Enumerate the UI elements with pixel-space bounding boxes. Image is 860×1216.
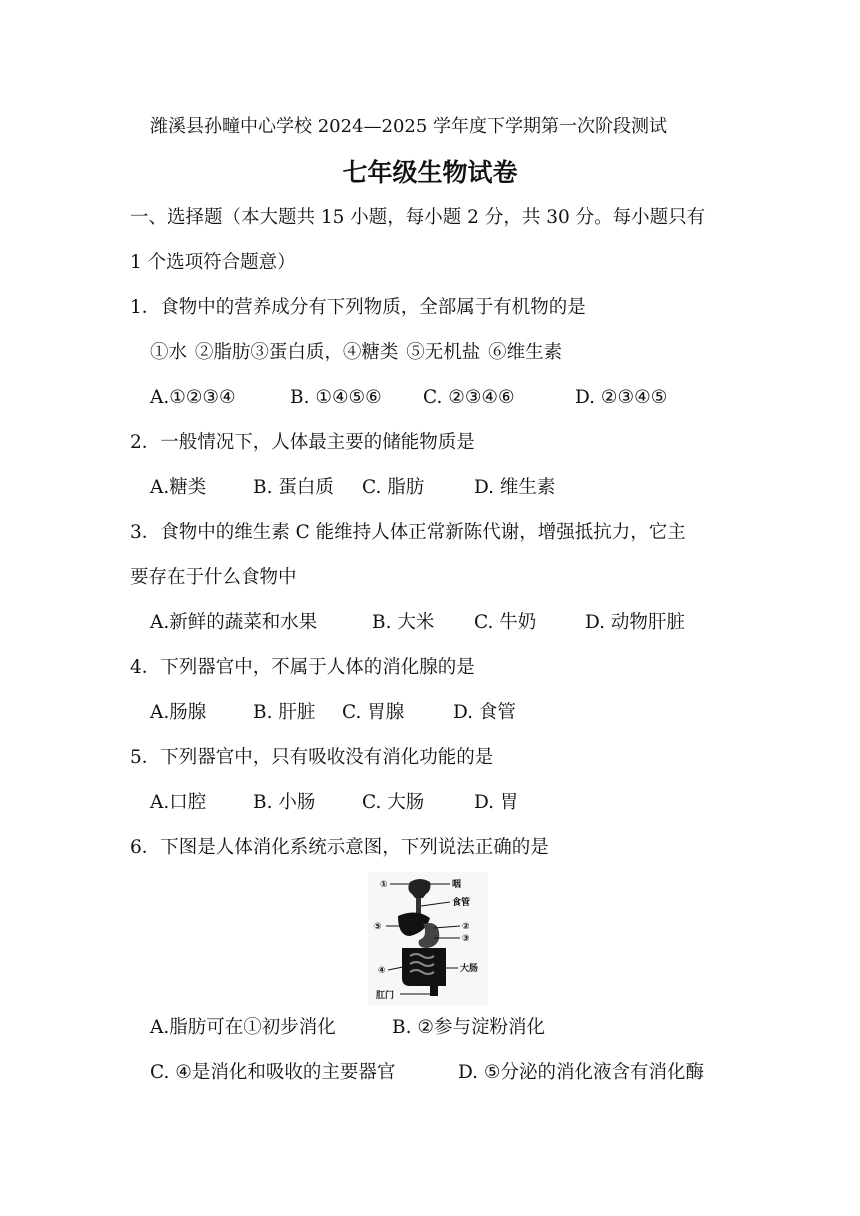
question-1-option-a: A.①②③④ bbox=[150, 387, 236, 408]
question-1-substances: ①水 ②脂肪③蛋白质，④糖类 ⑤无机盐 ⑥维生素 bbox=[150, 342, 563, 363]
question-2-option-a: A.糖类 bbox=[150, 477, 207, 498]
question-2-option-c: C. 脂肪 bbox=[362, 477, 425, 498]
question-5-option-c: C. 大肠 bbox=[362, 792, 425, 813]
question-6-stem: 6．下图是人体消化系统示意图，下列说法正确的是 bbox=[130, 837, 549, 858]
figure-label-5: ⑤ bbox=[374, 922, 382, 932]
question-1-option-b: B. ①④⑤⑥ bbox=[290, 387, 382, 408]
question-2-stem: 2．一般情况下，人体最主要的储能物质是 bbox=[130, 432, 475, 453]
figure-label-4: ④ bbox=[378, 966, 386, 976]
figure-label-1: ① bbox=[380, 880, 388, 890]
question-4-option-d: D. 食管 bbox=[453, 702, 516, 723]
question-3-option-c: C. 牛奶 bbox=[474, 612, 537, 633]
question-1-stem: 1．食物中的营养成分有下列物质，全部属于有机物的是 bbox=[130, 297, 586, 318]
figure-label-pharynx: 咽 bbox=[452, 880, 462, 890]
question-1-option-c: C. ②③④⑥ bbox=[423, 387, 515, 408]
question-3-stem-line-2: 要存在于什么食物中 bbox=[130, 567, 297, 588]
question-5-option-d: D. 胃 bbox=[474, 792, 519, 813]
question-4-option-b: B. 肝脏 bbox=[253, 702, 316, 723]
question-3-option-b: B. 大米 bbox=[372, 612, 435, 633]
page-title: 七年级生物试卷 bbox=[342, 158, 518, 187]
question-4-option-c: C. 胃腺 bbox=[342, 702, 405, 723]
digestive-system-diagram bbox=[368, 872, 488, 1006]
question-3-stem-line-1: 3．食物中的维生素 C 能维持人体正常新陈代谢，增强抵抗力，它主 bbox=[130, 522, 686, 543]
question-2-option-b: B. 蛋白质 bbox=[253, 477, 334, 498]
question-3-option-a: A.新鲜的蔬菜和水果 bbox=[150, 612, 318, 633]
question-6-option-d: D. ⑤分泌的消化液含有消化酶 bbox=[458, 1062, 705, 1083]
figure-label-2: ② bbox=[462, 922, 470, 932]
section-heading-line-1: 一、选择题（本大题共 15 小题，每小题 2 分，共 30 分。每小题只有 bbox=[130, 207, 706, 228]
question-1-option-d: D. ②③④⑤ bbox=[575, 387, 668, 408]
question-5-stem: 5．下列器官中，只有吸收没有消化功能的是 bbox=[130, 747, 494, 768]
question-3-option-d: D. 动物肝脏 bbox=[585, 612, 685, 633]
section-heading-line-2: 1 个选项符合题意） bbox=[130, 252, 296, 273]
figure-label-large-intestine: 大肠 bbox=[460, 964, 479, 974]
figure-label-anus: 肛门 bbox=[376, 991, 395, 1001]
figure-label-3: ③ bbox=[462, 934, 470, 944]
question-2-option-d: D. 维生素 bbox=[474, 477, 556, 498]
school-exam-header: 潍溪县孙疃中心学校 2024—2025 学年度下学期第一次阶段测试 bbox=[150, 116, 668, 137]
question-4-option-a: A.肠腺 bbox=[150, 702, 207, 723]
question-5-option-a: A.口腔 bbox=[150, 792, 207, 813]
question-4-stem: 4．下列器官中，不属于人体的消化腺的是 bbox=[130, 657, 475, 678]
question-6-option-b: B. ②参与淀粉消化 bbox=[392, 1017, 545, 1038]
question-6-option-a: A.脂肪可在①初步消化 bbox=[150, 1017, 336, 1038]
figure-label-esophagus: 食管 bbox=[452, 898, 471, 908]
question-5-option-b: B. 小肠 bbox=[253, 792, 316, 813]
question-6-option-c: C. ④是消化和吸收的主要器官 bbox=[150, 1062, 396, 1083]
